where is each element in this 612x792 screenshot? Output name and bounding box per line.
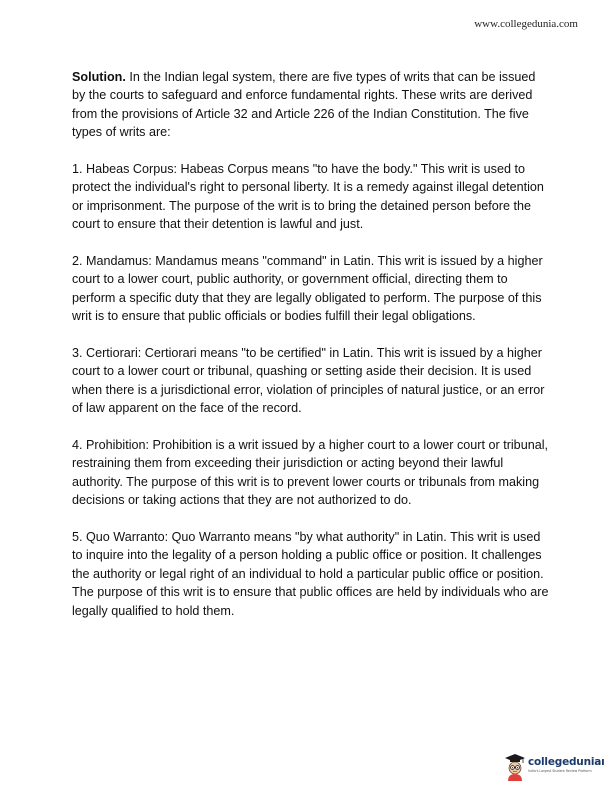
writ-mandamus: 2. Mandamus: Mandamus means "command" in Latin. This writ is issued by a higher court to a lower court, public authority, or government official, directing them to perform a specific duty that they are legally obligated to perform. The purpose of this writ is to ensure that public officials or bodies fulfill their legal obligations. (72, 254, 543, 324)
brand-tagline: India's Largest Student Review Platform (528, 769, 592, 773)
document-body (72, 68, 550, 639)
writ-certiorari: 3. Certiorari: Certiorari means "to be certified" in Latin. This writ is issued by a higher court to a lower court or tribunal, quashing or setting aside their decision. It is used when there is a jurisdictional error, violation of principles of natural justice, or an error of law apparent on the face of the record. (72, 346, 545, 416)
brand-name: collegeduniaı (528, 756, 605, 768)
logo-text (528, 756, 605, 773)
intro-paragraph (72, 68, 550, 142)
collegedunia-logo (504, 753, 612, 783)
writ-habeas-corpus: 1. Habeas Corpus: Habeas Corpus means "to have the body." This writ is used to protect the individual's right to personal liberty. It is a remedy against illegal detention or imprisonment. The purpose of the writ is to bring the detained person before the court to ensure that their detention is lawful and just. (72, 162, 544, 232)
intro-text: In the Indian legal system, there are five types of writs that can be issued by the courts to safeguard and enforce fundamental rights. These writs are derived from the provisions of Article 32 and Article 226 of the Indian Constitution. The five types of writs are: (72, 70, 536, 140)
header-url: www.collegedunia.com (474, 18, 578, 30)
mascot-icon (504, 753, 526, 781)
writ-prohibition: 4. Prohibition: Prohibition is a writ issued by a higher court to a lower court or tribunal, restraining them from exceeding their jurisdiction or acting beyond their lawful authority. The purpose of this writ is to prevent lower courts or tribunals from making decisions or taking actions that they are not authorized to do. (72, 438, 548, 508)
solution-label: Solution. (72, 70, 126, 84)
writ-quo-warranto: 5. Quo Warranto: Quo Warranto means "by what authority" in Latin. This writ is used to inquire into the legality of a person holding a public office or position. It challenges the authority or legal right of an individual to hold a particular public office or position. The purpose of this writ is to ensure that public offices are held by individuals who are legally qualified to hold them. (72, 530, 549, 618)
